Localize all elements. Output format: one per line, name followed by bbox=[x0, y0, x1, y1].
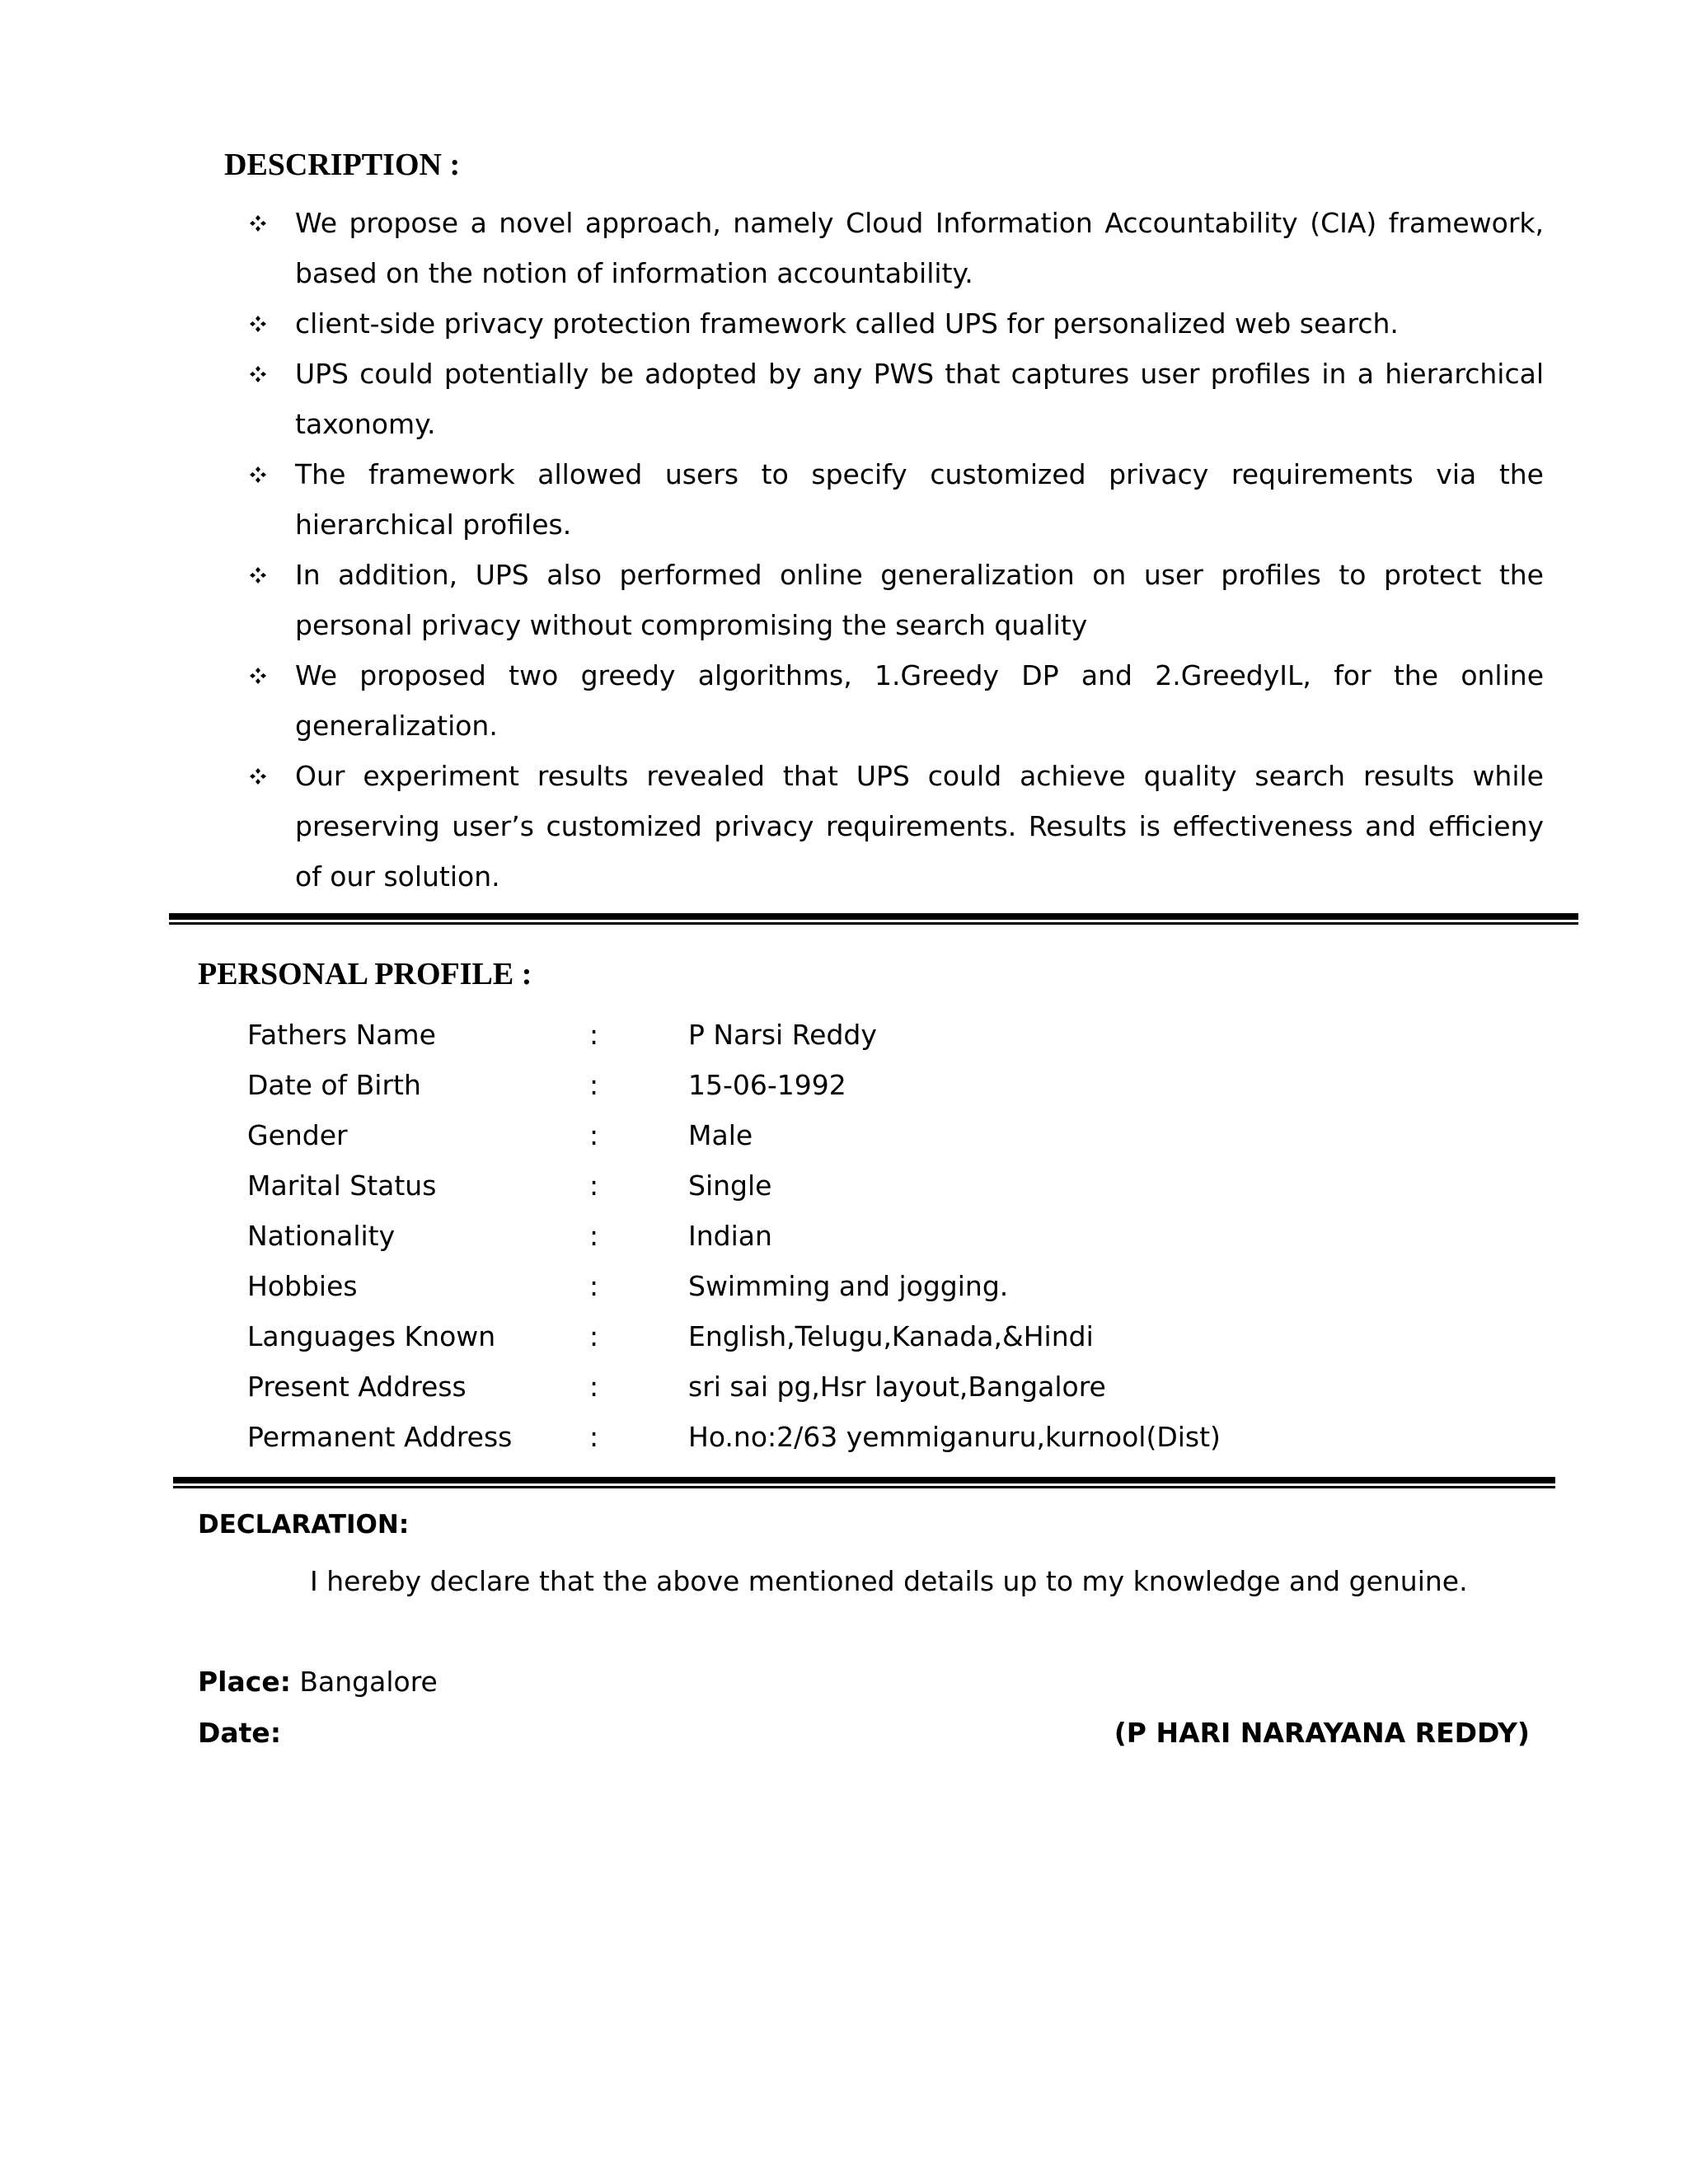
four-diamond-bullet-icon bbox=[246, 349, 270, 399]
section-divider bbox=[173, 1477, 1555, 1483]
profile-row-nationality bbox=[247, 1211, 1484, 1261]
description-item-text: Our experiment results revealed that UPS could achieve quality search results while preserving user’s customized privacy requirements. Results is effectiveness and efficieny of our solution. bbox=[295, 760, 1544, 893]
profile-separator: : bbox=[589, 1421, 599, 1453]
place-label: Place: bbox=[198, 1666, 291, 1698]
personal-profile-table bbox=[247, 1010, 1484, 1462]
description-item-text: We proposed two greedy algorithms, 1.Greedy DP and 2.GreedyIL, for the online generalization. bbox=[295, 659, 1544, 742]
profile-label: Present Address bbox=[247, 1371, 467, 1403]
four-diamond-bullet-icon bbox=[246, 298, 270, 349]
description-item bbox=[246, 349, 1544, 449]
place-value: Bangalore bbox=[299, 1666, 438, 1698]
description-item-text: UPS could potentially be adopted by any PWS that captures user profiles in a hierarchical taxonomy. bbox=[295, 358, 1544, 440]
profile-value: P Narsi Reddy bbox=[688, 1019, 877, 1051]
profile-value: Swimming and jogging. bbox=[688, 1270, 1009, 1302]
description-item bbox=[246, 198, 1544, 298]
profile-value: Ho.no:2/63 yemmiganuru,kurnool(Dist) bbox=[688, 1421, 1221, 1453]
profile-value: sri sai pg,Hsr layout,Bangalore bbox=[688, 1371, 1106, 1403]
profile-separator: : bbox=[589, 1270, 599, 1302]
profile-label: Nationality bbox=[247, 1220, 396, 1252]
four-diamond-bullet-icon bbox=[246, 650, 270, 701]
profile-label: Date of Birth bbox=[247, 1069, 421, 1101]
profile-value: Single bbox=[688, 1169, 772, 1202]
description-heading: DESCRIPTION : bbox=[224, 148, 461, 182]
four-diamond-bullet-icon bbox=[246, 550, 270, 600]
profile-label: Marital Status bbox=[247, 1169, 437, 1202]
four-diamond-bullet-icon bbox=[246, 198, 270, 248]
profile-row-permanent-address bbox=[247, 1412, 1484, 1462]
profile-row-date-of-birth bbox=[247, 1060, 1484, 1110]
description-item bbox=[246, 298, 1544, 349]
place-line bbox=[198, 1657, 438, 1707]
profile-separator: : bbox=[589, 1320, 599, 1352]
profile-row-present-address bbox=[247, 1361, 1484, 1412]
profile-row-gender bbox=[247, 1110, 1484, 1160]
four-diamond-bullet-icon bbox=[246, 449, 270, 499]
profile-row-languages-known bbox=[247, 1311, 1484, 1361]
description-item-text: The framework allowed users to specify customized privacy requirements via the hierarchical profiles. bbox=[295, 458, 1544, 541]
profile-value: Indian bbox=[688, 1220, 772, 1252]
profile-label: Permanent Address bbox=[247, 1421, 513, 1453]
description-item-text: In addition, UPS also performed online generalization on user profiles to protect the personal privacy without compromising the search quality bbox=[295, 559, 1544, 641]
profile-separator: : bbox=[589, 1119, 599, 1151]
profile-separator: : bbox=[589, 1169, 599, 1202]
declaration-text: I hereby declare that the above mentioned details up to my knowledge and genuine. bbox=[310, 1565, 1468, 1597]
profile-separator: : bbox=[589, 1069, 599, 1101]
description-item-text: client-side privacy protection framework called UPS for personalized web search. bbox=[295, 307, 1399, 340]
profile-separator: : bbox=[589, 1019, 599, 1051]
profile-row-hobbies bbox=[247, 1261, 1484, 1311]
profile-label: Gender bbox=[247, 1119, 348, 1151]
profile-value: 15-06-1992 bbox=[688, 1069, 846, 1101]
declaration-heading: DECLARATION: bbox=[198, 1510, 410, 1540]
profile-row-fathers-name bbox=[247, 1010, 1484, 1060]
description-item-text: We propose a novel approach, namely Cloud Information Accountability (CIA) framework, based on the notion of information accountability. bbox=[295, 207, 1544, 289]
profile-value: English,Telugu,Kanada,&Hindi bbox=[688, 1320, 1094, 1352]
date-label: Date: bbox=[198, 1717, 282, 1749]
description-list bbox=[246, 198, 1544, 902]
profile-separator: : bbox=[589, 1371, 599, 1403]
date-line bbox=[198, 1708, 281, 1758]
signature-name: (P HARI NARAYANA REDDY) bbox=[1114, 1717, 1530, 1749]
profile-label: Hobbies bbox=[247, 1270, 358, 1302]
four-diamond-bullet-icon bbox=[246, 751, 270, 801]
profile-row-marital-status bbox=[247, 1160, 1484, 1211]
profile-label: Fathers Name bbox=[247, 1019, 436, 1051]
profile-value: Male bbox=[688, 1119, 753, 1151]
description-item bbox=[246, 550, 1544, 650]
personal-profile-heading: PERSONAL PROFILE : bbox=[198, 957, 532, 991]
profile-label: Languages Known bbox=[247, 1320, 496, 1352]
section-divider bbox=[169, 913, 1578, 920]
profile-separator: : bbox=[589, 1220, 599, 1252]
description-item bbox=[246, 650, 1544, 751]
description-item bbox=[246, 449, 1544, 550]
description-item bbox=[246, 751, 1544, 902]
